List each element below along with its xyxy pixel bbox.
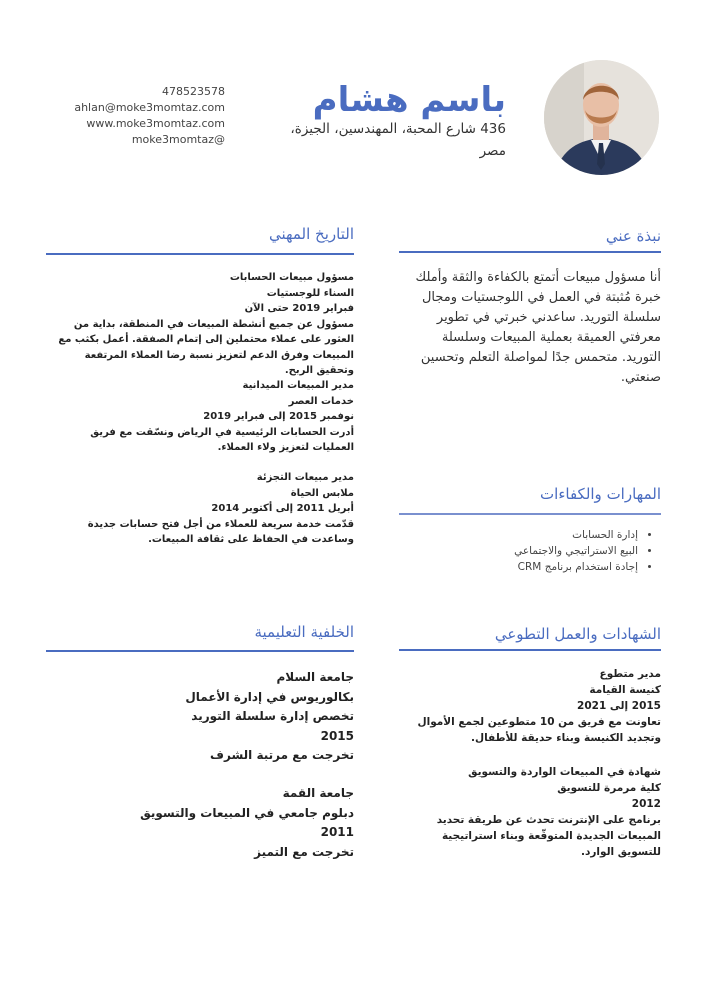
job-entry [54,378,354,456]
history-divider [46,253,354,255]
job-title: مسؤول مبيعات الحسابات [229,272,354,283]
skills-title: المهارات والكفاءات [540,485,661,503]
list-item: • البيع الاستراتيجي والاجتماعي [418,543,638,559]
cert-org: كلية مرمرة للتسويق [557,782,661,794]
edu-degree: بكالوريوس في إدارة الأعمال [185,689,354,704]
cert-dates: 2012 [631,798,661,810]
address: 436 شارع المحبة، المهندسين، الجيزة، مصر [290,121,506,159]
cert-entry [399,764,661,860]
social-handle[interactable]: moke3momtaz@ [131,133,225,146]
certs-title: الشهادات والعمل التطوعي [494,625,661,643]
cert-role: مدير متطوع [599,668,661,680]
cert-entry [399,666,661,746]
job-company: السناء للوجستيات [266,287,354,299]
list-item: • إجادة استخدام برنامج CRM [418,559,638,575]
edu-school: جامعة السلام [276,670,354,684]
edu-degree: دبلوم جامعي في المبيعات والتسويق [140,805,354,820]
certs-divider [399,649,661,651]
person-name: باسم هشام [312,80,506,120]
about-title: نبذة عني [605,227,661,245]
cert-dates: 2015 إلى 2021 [577,700,661,712]
job-company: ملابس الحياة [290,487,354,499]
job-description: قدّمت خدمة سريعة للعملاء من أجل فتح حسابات جديدة وساعدت في الحفاظ على ثقافة المبيعات. [87,518,354,545]
about-divider [399,251,661,253]
job-entry [54,470,354,548]
profile-photo [544,60,659,175]
edu-year: 2011 [320,825,354,839]
education-entry [94,668,354,766]
email-link[interactable]: ahlan@moke3momtaz.com [74,101,225,114]
job-description: مسؤول عن جميع أنشطة المبيعات في المنطقة، بداية من العثور على عملاء محتملين إلى إتمام الصفقة. أعمل بكثب مع المبيعات وفرق الدعم لتعزيز نسبة رضا العملاء المرتفعة وتحقيق الربح. [58,318,354,376]
job-title: مدير المبيعات الميدانية [242,380,354,391]
job-entry [54,270,354,379]
contact-block [60,84,225,148]
edu-honor: تخرجت مع مرتبة الشرف [210,748,354,762]
website-link[interactable]: www.moke3momtaz.com [86,117,225,130]
cert-org: كنيسة القيامة [589,684,661,696]
job-description: أدرت الحسابات الرئيسية في الرياض ونسّقت مع فريق العمليات لتعزيز ولاء العملاء. [90,426,354,453]
education-divider [46,650,354,652]
job-company: خدمات العصر [288,395,354,407]
cert-role: شهادة في المبيعات الواردة والتسويق [468,766,661,778]
edu-school: جامعة القمة [282,786,354,800]
edu-honor: تخرجت مع التميز [254,844,354,859]
edu-year: 2015 [320,728,354,743]
job-dates: فبراير 2019 حتى الآن [244,303,354,314]
cert-description: تعاونت مع فريق من 10 متطوعين لجمع الأموال وتجديد الكنيسة وبناء حديقة للأطفال. [417,716,661,744]
skills-list [418,527,652,575]
edu-major: تخصص إدارة سلسلة التوريد [191,709,354,723]
job-title: مدير مبيعات التجزئة [256,472,354,483]
education-entry [94,784,354,862]
history-title: التاريخ المهني [268,225,354,243]
job-dates: أبريل 2011 إلى أكتوبر 2014 [211,503,354,514]
about-text: أنا مسؤول مبيعات أتمتع بالكفاءة والثقة وأملك خبرة مُثبتة في العمل في اللوجستيات ومجال سلسلة التوريد. ساعدني خبرتي في تطوير معرفتي العميقة بعملية المبيعات وسلسلة التوريد. متحمس جدًا لمواصلة التعلم وتحسين صنعتي. [415,270,661,385]
education-title: الخلفية التعليمية [254,623,354,641]
cert-description: برنامج على الإنترنت تحدث عن طريقة تحديد المبيعات الجديدة المتوقّعة وبناء استراتيجية للتسويق الوارد. [436,814,661,858]
list-item: • إدارة الحسابات [418,527,638,543]
phone-number: 478523578 [162,85,225,98]
job-dates: نوفمبر 2015 إلى فبراير 2019 [203,411,354,422]
skills-divider [399,513,661,515]
